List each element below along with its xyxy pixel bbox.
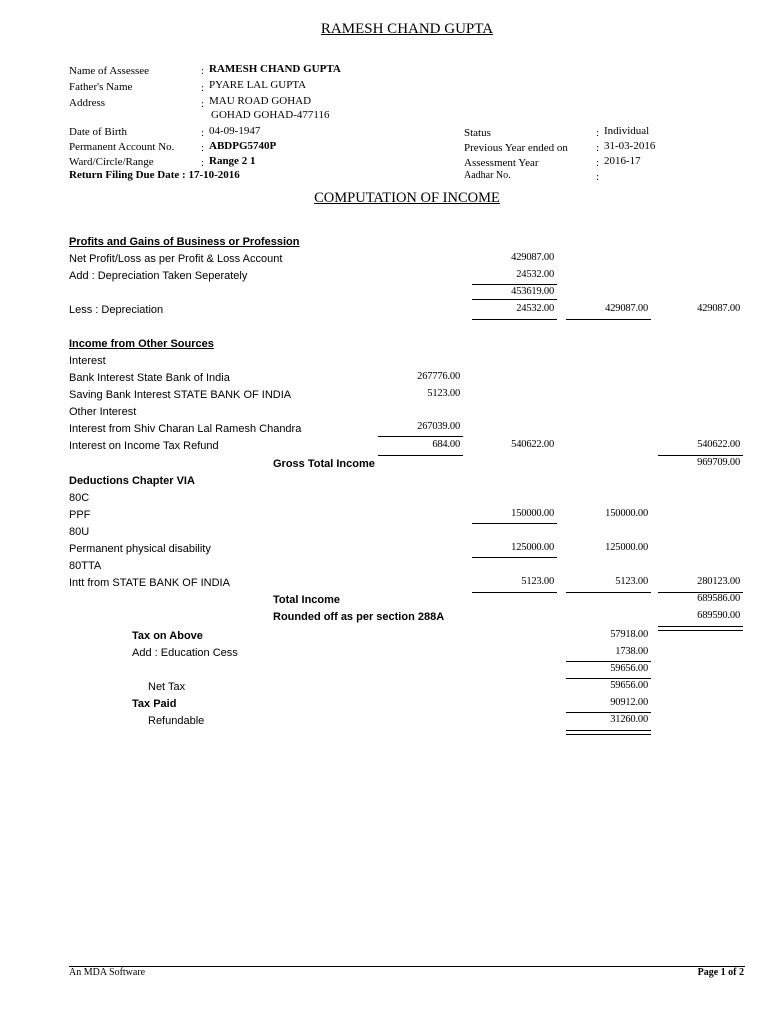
saving-interest-label: Saving Bank Interest STATE BANK OF INDIA [69, 389, 292, 401]
shiv-interest-label: Interest from Shiv Charan Lal Ramesh Chandra [69, 423, 302, 435]
bank-interest-label: Bank Interest State Bank of India [69, 372, 230, 384]
divider [378, 436, 463, 437]
ward-label: Ward/Circle/Range [69, 156, 154, 168]
colon: : [201, 98, 205, 110]
other-sources-heading: Income from Other Sources [69, 338, 214, 350]
divider [472, 557, 557, 558]
double-underline [658, 626, 743, 631]
colon: : [596, 157, 600, 169]
cess-label: Add : Education Cess [132, 647, 238, 659]
colon: : [201, 157, 205, 169]
divider [566, 678, 651, 679]
less-dep-value: 24532.00 [516, 303, 554, 314]
cess-value: 1738.00 [615, 646, 648, 657]
business-net: 429087.00 [605, 303, 648, 314]
business-subtotal: 453619.00 [511, 286, 554, 297]
colon: : [596, 142, 600, 154]
divider [566, 661, 651, 662]
section-80u: 80U [69, 526, 90, 538]
double-underline [566, 730, 651, 735]
intt-label: Intt from STATE BANK OF INDIA [69, 577, 230, 589]
saving-interest-value: 5123.00 [427, 388, 460, 399]
address-line1: MAU ROAD GOHAD [209, 95, 312, 107]
divider [472, 523, 557, 524]
other-sources-subtotal: 540622.00 [511, 439, 554, 450]
ward-value: Range 2 1 [209, 155, 256, 167]
gross-total-value: 969709.00 [697, 457, 740, 468]
father-name-label: Father's Name [69, 81, 133, 93]
net-profit-value: 429087.00 [511, 252, 554, 263]
interest-label: Interest [69, 355, 106, 367]
colon: : [596, 127, 600, 139]
ppf-label: PPF [69, 509, 91, 521]
footer-rule [69, 966, 745, 967]
section-80c: 80C [69, 492, 90, 504]
section-title: COMPUTATION OF INCOME [314, 190, 500, 206]
refund-interest-label: Interest on Income Tax Refund [69, 440, 219, 452]
refund-interest-value: 684.00 [432, 439, 460, 450]
assessee-name-value: RAMESH CHAND GUPTA [209, 63, 341, 75]
total-income-value: 689586.00 [697, 593, 740, 604]
father-name-value: PYARE LAL GUPTA [209, 79, 307, 91]
rounded-label: Rounded off as per section 288A [273, 611, 445, 623]
gross-total-label: Gross Total Income [273, 458, 375, 470]
footer-page-number: Page 1 of 2 [697, 967, 744, 978]
section-80tta: 80TTA [69, 560, 102, 572]
tax-on-above-value: 57918.00 [610, 629, 648, 640]
pan-label: Permanent Account No. [69, 141, 175, 153]
divider [566, 592, 651, 593]
business-heading: Profits and Gains of Business or Profession [69, 236, 300, 248]
add-dep-value: 24532.00 [516, 269, 554, 280]
page-title: RAMESH CHAND GUPTA [320, 21, 494, 37]
tax-paid-label: Tax Paid [132, 698, 177, 710]
dob-value: 04-09-1947 [209, 125, 261, 137]
divider [472, 299, 557, 300]
intt-value: 5123.00 [521, 576, 554, 587]
colon: : [201, 65, 205, 77]
footer-software: An MDA Software [69, 967, 146, 978]
dob-label: Date of Birth [69, 126, 128, 138]
divider [566, 319, 651, 320]
tax-paid-value: 90912.00 [610, 697, 648, 708]
net-profit-label: Net Profit/Loss as per Profit & Loss Account [69, 253, 283, 265]
shiv-interest-value: 267039.00 [417, 421, 460, 432]
rounded-value: 689590.00 [697, 610, 740, 621]
refundable-value: 31260.00 [610, 714, 648, 725]
divider [566, 712, 651, 713]
colon: : [201, 82, 205, 94]
business-total: 429087.00 [697, 303, 740, 314]
aadhar-label: Aadhar No. [464, 170, 511, 181]
tax-on-above-label: Tax on Above [132, 630, 203, 642]
other-sources-total: 540622.00 [697, 439, 740, 450]
intt-allowed: 5123.00 [615, 576, 648, 587]
prev-year-label: Previous Year ended on [464, 142, 568, 154]
net-tax-label: Net Tax [148, 681, 186, 693]
net-tax-value: 59656.00 [610, 680, 648, 691]
divider [472, 592, 557, 593]
colon: : [596, 171, 600, 183]
deductions-total: 280123.00 [697, 576, 740, 587]
status-label: Status [464, 127, 491, 139]
pan-value: ABDPG5740P [209, 140, 277, 152]
disability-allowed: 125000.00 [605, 542, 648, 553]
divider [472, 319, 557, 320]
prev-year-value: 31-03-2016 [604, 140, 656, 152]
assessee-name-label: Name of Assessee [69, 65, 150, 77]
address-label: Address [69, 97, 106, 109]
divider [658, 455, 743, 456]
address-line2: GOHAD GOHAD-477116 [211, 109, 330, 121]
other-interest-label: Other Interest [69, 406, 137, 418]
refundable-label: Refundable [148, 715, 205, 727]
deductions-heading: Deductions Chapter VIA [69, 475, 195, 487]
disability-label: Permanent physical disability [69, 543, 211, 555]
ppf-value: 150000.00 [511, 508, 554, 519]
divider [378, 455, 463, 456]
colon: : [201, 127, 205, 139]
colon: : [201, 142, 205, 154]
status-value: Individual [604, 125, 650, 137]
assessment-year-value: 2016-17 [604, 155, 641, 167]
divider [472, 284, 557, 285]
ppf-allowed: 150000.00 [605, 508, 648, 519]
bank-interest-value: 267776.00 [417, 371, 460, 382]
less-dep-label: Less : Depreciation [69, 304, 164, 316]
tax-sum: 59656.00 [610, 663, 648, 674]
total-income-label: Total Income [273, 594, 341, 606]
due-date: Return Filing Due Date : 17-10-2016 [69, 169, 240, 181]
add-dep-label: Add : Depreciation Taken Seperately [69, 270, 248, 282]
assessment-year-label: Assessment Year [464, 157, 539, 169]
disability-value: 125000.00 [511, 542, 554, 553]
